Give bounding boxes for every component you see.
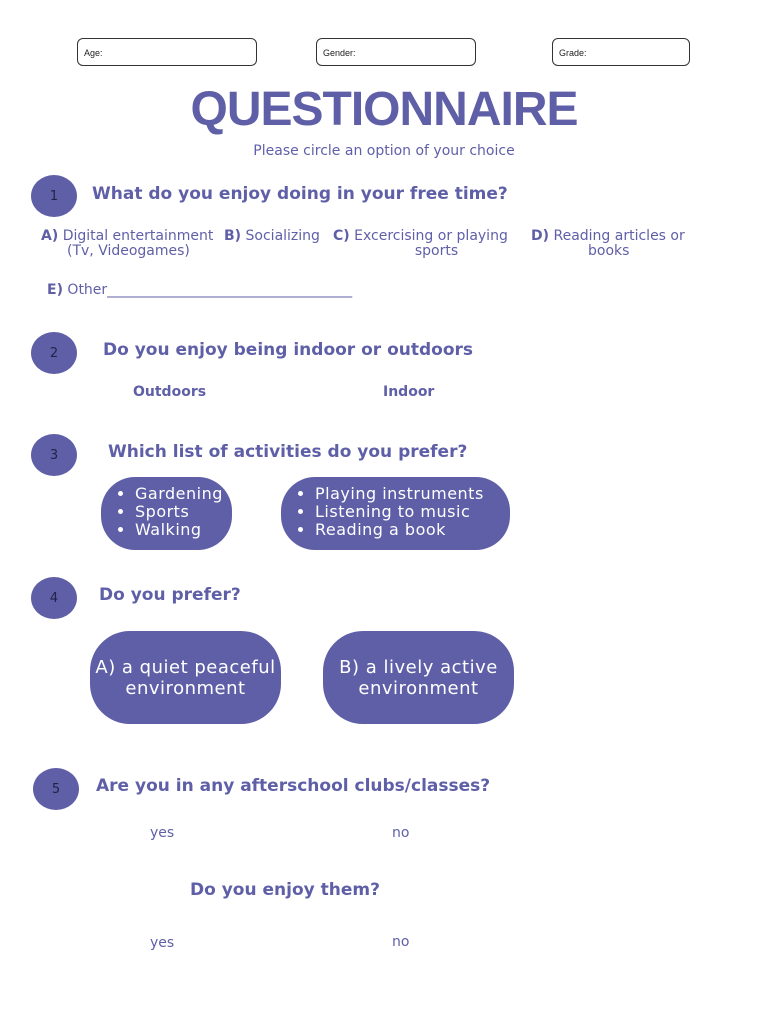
list-item: • Sports [135,503,232,521]
q1-option-a-letter: A) [41,228,59,244]
q4-option-a-line2: environment [125,677,246,699]
list-item: • Walking [135,521,232,539]
q4-option-a-text [95,657,275,699]
q1-option-c-line1: Excercising or playing [354,228,508,244]
q4-option-b[interactable] [323,631,514,724]
q3-list-1 [101,485,232,539]
age-field[interactable] [77,38,257,66]
q3-list-2 [281,485,510,539]
q1-option-a[interactable] [41,229,221,259]
q1-option-d-letter: D) [531,228,550,244]
q4-option-a[interactable] [90,631,281,724]
q1-option-d-line1: Reading articles or [553,228,685,244]
question-1-text: What do you enjoy doing in your free time? [92,184,508,204]
q1-option-e-line1: Other___________________________________ [67,282,353,298]
age-label: Age: [84,48,103,58]
q1-option-b-letter: B) [224,228,242,244]
question-6-text: Do you enjoy them? [190,880,380,900]
q3-activity-list-2[interactable] [281,477,510,550]
gender-label: Gender: [323,48,356,58]
q6-option-no[interactable]: no [392,934,410,950]
list-item: • Reading a book [315,521,510,539]
q1-option-b-line1: Socializing [245,228,320,244]
page-subtitle: Please circle an option of your choice [253,143,515,159]
q4-option-b-line1: B) a lively active [339,656,498,678]
q1-option-d-line2: books [588,243,630,259]
q1-option-a-line2: (Tv, Videogames) [67,243,190,259]
question-4-text: Do you prefer? [99,585,241,605]
q3-activity-list-1[interactable] [101,477,232,550]
question-2-number: 2 [31,332,77,374]
q1-option-e[interactable] [47,283,352,298]
grade-field[interactable] [552,38,690,66]
q5-option-yes[interactable]: yes [150,825,175,841]
gender-field[interactable] [316,38,476,66]
grade-label: Grade: [559,48,587,58]
q4-option-b-line2: environment [358,677,479,699]
question-2-text: Do you enjoy being indoor or outdoors [103,340,474,360]
q4-option-b-text [339,657,498,699]
page-title: QUESTIONNAIRE [190,83,578,136]
q1-option-b[interactable] [224,229,320,244]
q2-option-outdoors[interactable]: Outdoors [133,384,207,400]
q1-option-a-line1: Digital entertainment [62,228,214,244]
question-3-text: Which list of activities do you prefer? [108,442,468,462]
q5-option-no[interactable]: no [392,825,410,841]
list-item: • Listening to music [315,503,510,521]
list-item: • Gardening [135,485,232,503]
q6-option-yes[interactable]: yes [150,935,175,951]
list-item: • Playing instruments [315,485,510,503]
q1-option-c-letter: C) [333,228,350,244]
q2-option-indoor[interactable]: Indoor [383,384,435,400]
q1-option-d[interactable] [531,229,696,259]
q1-option-e-letter: E) [47,282,63,298]
q1-option-c-line2: sports [414,243,459,259]
question-5-number: 5 [33,768,79,810]
question-3-number: 3 [31,434,77,476]
question-1-number: 1 [31,175,77,217]
question-5-text: Are you in any afterschool clubs/classes? [96,776,491,796]
q1-option-c[interactable] [333,229,518,259]
q4-option-a-line1: A) a quiet peaceful [95,656,276,678]
question-4-number: 4 [31,577,77,619]
